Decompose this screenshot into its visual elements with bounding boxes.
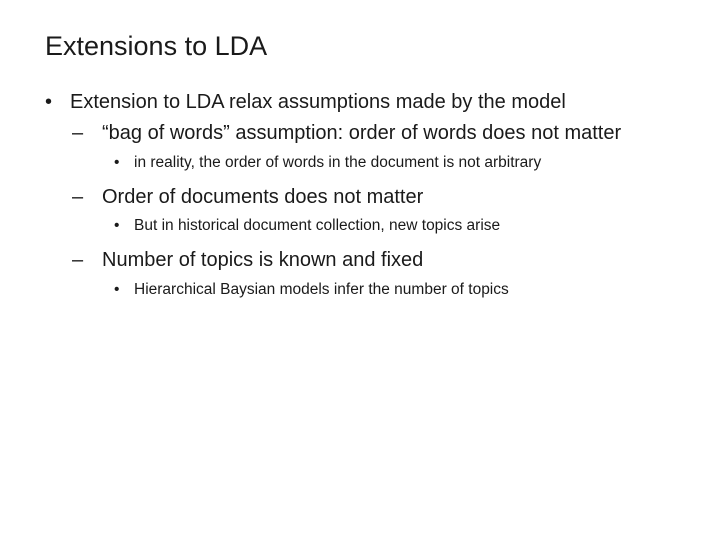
sub-bullet-text: “bag of words” assumption: order of words does not matter [102, 122, 622, 144]
bullet-main-text: Extension to LDA relax assumptions made by the model [70, 91, 566, 113]
sub-bullet-bag-of-words [40, 121, 680, 147]
bullet-dot-icon: • [114, 281, 120, 299]
sub-bullet-text: Number of topics is known and fixed [102, 249, 424, 272]
detail-bullet-word-order [40, 153, 680, 173]
slide-title: Extensions to LDA [45, 31, 268, 61]
detail-bullet-text: in reality, the order of words in the document is not arbitrary [134, 153, 542, 171]
bullet-dot-icon: • [45, 91, 53, 113]
detail-bullet-text: Hierarchical Baysian models infer the number of topics [134, 281, 509, 299]
bullet-dash-icon: – [72, 122, 84, 144]
bullet-dot-icon: • [114, 153, 120, 171]
detail-bullet-hierarchical-bayesian [40, 280, 680, 300]
bullet-dot-icon: • [114, 217, 120, 235]
bullet-dash-icon: – [72, 249, 84, 272]
detail-bullet-text: But in historical document collection, new topics arise [134, 217, 501, 235]
sub-bullet-document-order [40, 185, 680, 211]
bullet-main [40, 90, 680, 115]
sub-bullet-text: Order of documents does not matter [102, 185, 424, 208]
sub-bullet-number-of-topics [40, 248, 680, 274]
slide-content [40, 90, 680, 312]
bullet-dash-icon: – [72, 185, 84, 208]
detail-bullet-new-topics [40, 216, 680, 236]
